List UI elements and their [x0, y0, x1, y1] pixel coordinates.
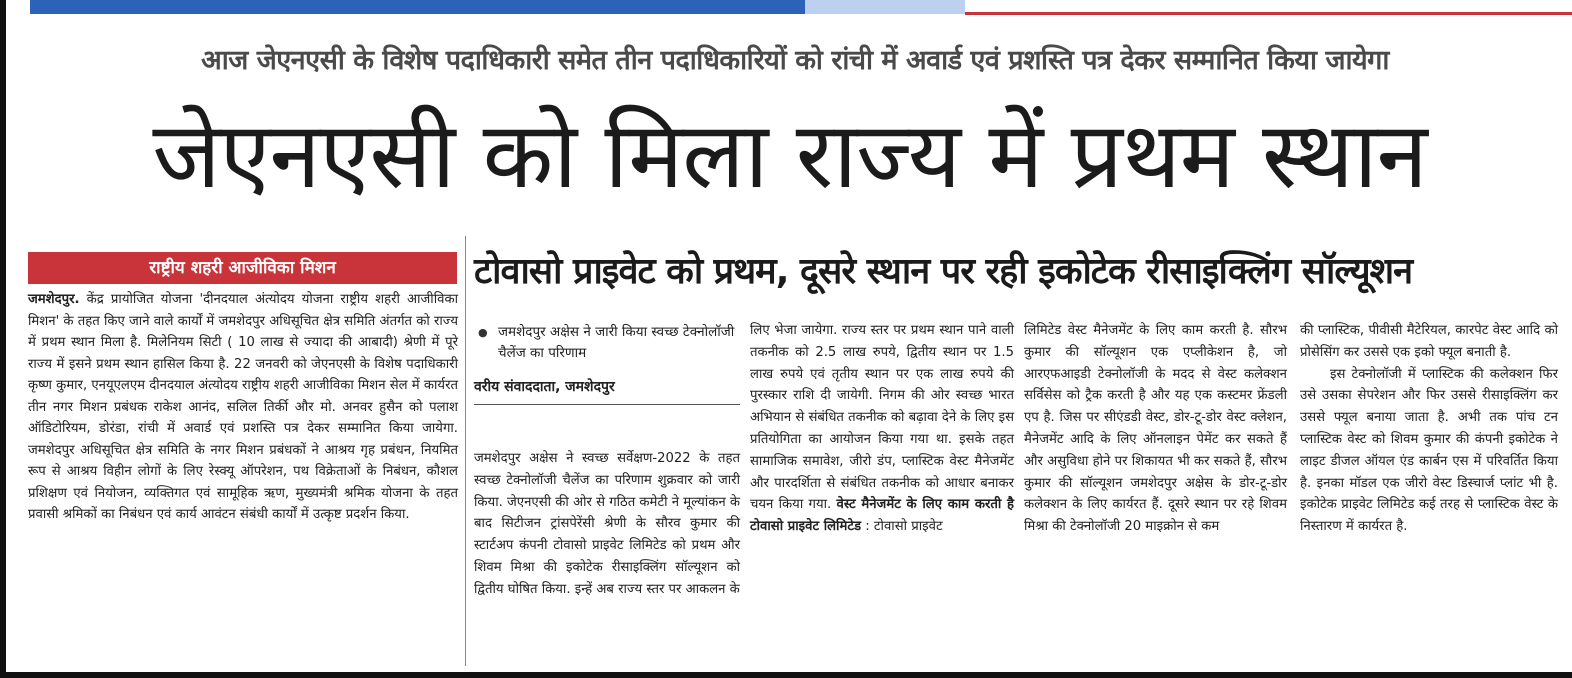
left-story-body — [28, 289, 458, 526]
dateline: जमशेदपुर. — [28, 292, 80, 307]
inline-subheading: वेस्ट मैनेजमेंट के लिए काम करती है टोवासो प्राइवेट लिमिटेड — [750, 497, 1014, 535]
kicker-headline: आज जेएनएसी के विशेष पदाधिकारी समेत तीन पदाधिकारियों को रांची में अवार्ड एवं प्रशस्ति पत्र देकर सम्मानित किया जायेगा — [201, 45, 1389, 76]
byline: वरीय संवाददाता, जमशेदपुर — [474, 379, 615, 395]
story-column-3: लिमिटेड वेस्ट मैनेजमेंट के लिए काम करती है. सौरभ कुमार की सॉल्यूशन एक एप्लीकेशन है, जो आरएफआइडी टेक्नोलॉजी के मदद से वेस्ट कलेक्शन सर्विसेस को ट्रैक करती है और यह एक कस्टमर फ्रेंडली एप है. जिस पर सीएंडडी वेस्ट, डोर-टू-डोर वेस्ट क्लेशन, मैनेजमेंट आदि के लिए ऑनलाइन पेमेंट कर सकते हैं और असुविधा होने पर शिकायत भी कर सकते हैं, सौरभ कुमार की सॉल्यूशन जमशेदपुर अक्षेस के डोर-टू-डोर कलेक्शन के लिए कार्यरत हैं. दूसरे स्थान पर रहे शिवम मिश्रा की टेक्नोलॉजी 20 माइक्रोन से कम — [1024, 323, 1287, 535]
top-lightblue-strip — [805, 0, 965, 14]
column-2-text: लिए भेजा जायेगा. राज्य स्तर पर प्रथम स्थान पाने वाली तकनीक को 2.5 लाख रुपये, द्वितीय स्थान पर 1.5 लाख रुपये एवं तृतीय स्थान पर एक लाख रुपये की पुरस्कार राशि दी जायेगी. निगम की ओर स्वच्छ भारत अभियान से संबंधित तकनीक को बढ़ावा देने के लिए इस प्रतियोगिता का आयोजन किया गया था. इसके तहत सामाजिक समावेश, जीरो डंप, प्लास्टिक वेस्ट मैनेजमेंट और पारदर्शिता से संबंधित तकनीक को आधार बनाकर चयन किया गया. — [750, 323, 1014, 513]
top-color-bar — [0, 0, 1572, 18]
bottom-frame-edge — [0, 672, 1572, 678]
column-4-paragraph-2: इस टेक्नोलॉजी में प्लास्टिक की कलेक्शन फिर उसे उसका सेपरेशन और फिर उससे रीसाइक्लिंग कर उससे फ्यूल बनाया जाता है. अभी तक पांच टन प्लास्टिक वेस्ट को शिवम कुमार की कंपनी इकोटेक ने लाइट डीजल ऑयल एंड कार्बन एस में परिवर्तित किया है. इनका मॉडल एक जीरो वेस्ट डिस्चार्ज प्लांट भी है. इकोटेक प्राइवेट लिमिटेड कई तरह से प्लास्टिक वेस्ट के निस्तारण में कार्यरत है. — [1300, 366, 1558, 535]
main-headline: जेएनएसी को मिला राज्य में प्रथम स्थान — [152, 102, 1427, 209]
byline-rule — [474, 404, 740, 405]
story-column-1: जमशेदपुर अक्षेस ने स्वच्छ सर्वेक्षण-2022 के तहत स्वच्छ टेक्नोलॉजी चैलेंज का परिणाम शुक्रवार को जारी किया. जेएनएसी की ओर से गठित कमेटी ने मूल्यांकन के बाद सिटीजन ट्रांसपेरेंसी श्रेणी के सौरव कुमार की स्टार्टअप कंपनी टोवासो प्राइवेट लिमिटेड को प्रथम और शिवम मिश्रा की इकोटेक रीसाइक्लिंग सॉल्यूशन को द्वितीय घोषित किया. इन्हें अब राज्य स्तर पर आकलन के — [474, 451, 740, 597]
story-column-4 — [1300, 320, 1558, 538]
story-column-2 — [750, 320, 1014, 538]
column-4-paragraph-1: की प्लास्टिक, पीवीसी मैटेरियल, कारपेट वेस्ट आदि को प्रोसेसिंग कर उससे एक इको फ्यूल बनाती है. — [1300, 323, 1558, 360]
column-divider — [465, 236, 466, 666]
column-2-tail: : टोवासो प्राइवेट — [861, 519, 943, 535]
left-frame-edge — [0, 0, 6, 678]
story-subheadline: टोवासो प्राइवेट को प्रथम, दूसरे स्थान पर रही इकोटेक रीसाइक्लिंग सॉल्यूशन — [474, 251, 1413, 292]
bullet-highlight: ● जमशेदपुर अक्षेस ने जारी किया स्वच्छ टेक्नोलॉजी चैलेंज का परिणाम — [478, 322, 760, 364]
top-red-rule — [965, 12, 1572, 15]
left-story-text: केंद्र प्रायोजित योजना 'दीनदयाल अंत्योदय योजना राष्ट्रीय शहरी आजीविका मिशन' के तहत किए जाने वाले कार्यों में जमशेदपुर अधिसूचित क्षेत्र समिति अंतर्गत को राज्य में प्रथम स्थान मिला है. मिलेनियम सिटी ( 10 लाख से ज्यादा की आबादी) श्रेणी में पूरे राज्य में इसने प्रथम स्थान हासिल किया है. 22 जनवरी को जेएनएसी के विशेष पदाधिकारी कृष्ण कुमार, एनयूएलएम दीनदयाल अंत्योदय राष्ट्रीय शहरी आजीविका मिशन सेल में कार्यरत तीन नगर मिशन प्रबंधक राकेश आनंद, सलिल तिर्की और मो. अनवर हुसैन को पलाश ऑडिटोरियम, डोरंडा, रांची में अवार्ड एवं प्रशस्ति पत्र देकर सम्मानित किया जायेगा. जमशेदपुर अधिसूचित क्षेत्र समिति के नगर मिशन प्रबंधकों ने आश्रय गृह प्रबंधन, नियमित रूप से आश्रय विहीन लोगों के लिए रेस्क्यू ऑपरेशन, पथ विक्रेताओं के निबंधन, कौशल प्रशिक्षण एवं नियोजन, व्यक्तिगत एवं सामूहिक ऋण, मुख्यमंत्री श्रमिक योजना के तहत प्रवासी श्रमिकों का निबंधन एवं कार्य आवंटन संबंधी कार्यों में उत्कृष्ट प्रदर्शन किया. — [28, 292, 458, 522]
section-tag: राष्ट्रीय शहरी आजीविका मिशन — [28, 252, 457, 284]
top-blue-strip — [30, 0, 805, 14]
